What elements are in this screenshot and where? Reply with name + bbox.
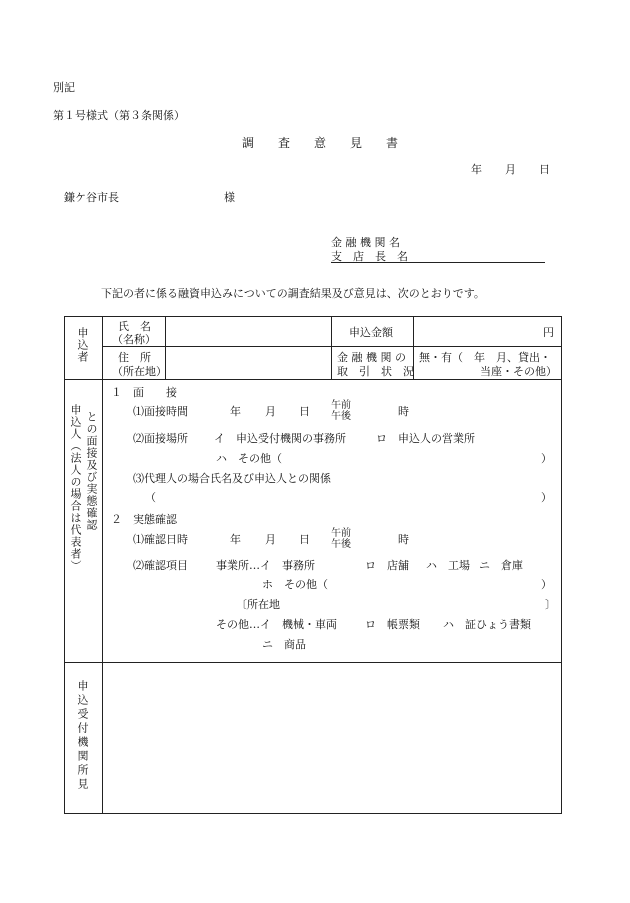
receiving-header: 申込受付機関所見 xyxy=(76,680,89,792)
interview-place-i: イ 申込受付機関の事務所 xyxy=(214,432,346,445)
interview-place-ha-close: ） xyxy=(541,452,552,465)
interview-month: 月 xyxy=(265,405,276,418)
items-warehouse: ニ 倉庫 xyxy=(479,559,523,572)
items-ledger: ロ 帳票類 xyxy=(365,618,420,631)
items-office-other-close: ） xyxy=(541,578,552,591)
address-sub-label: （所在地） xyxy=(112,365,167,378)
name-field[interactable] xyxy=(168,320,328,344)
interview-hour: 時 xyxy=(398,405,409,418)
branch-manager-label: 支 店 長 名 xyxy=(331,250,408,263)
interview-time-label: ⑴面接時間 xyxy=(133,405,188,418)
confirm-am: 午前 xyxy=(331,528,351,539)
agent-open-paren: （ xyxy=(145,491,156,504)
annex-label: 別記 xyxy=(53,81,75,94)
address-label: 住 所 xyxy=(118,351,151,364)
bank-relation-label-2: 取 引 状 況 xyxy=(337,365,414,378)
branch-manager-underline xyxy=(331,262,545,263)
items-shop: ロ 店舗 xyxy=(365,559,409,572)
interview-header-col2: との面接及び実態確認 xyxy=(85,411,98,531)
form-number: 第１号様式（第３条関係） xyxy=(53,109,185,122)
agent-label: ⑶代理人の場合氏名及び申込人との関係 xyxy=(133,472,331,485)
date-year: 年 xyxy=(471,163,482,176)
bank-relation-value-2: 当座・その他） xyxy=(480,365,557,378)
intro-text: 下記の者に係る融資申込みについての調査結果及び意見は、次のとおりです。 xyxy=(101,287,485,300)
confirm-month: 月 xyxy=(265,533,276,546)
section-2-title: ２ 実態確認 xyxy=(111,513,177,526)
loan-amount-field[interactable] xyxy=(418,320,543,344)
applicant-header: 申込者 xyxy=(76,327,89,363)
addressee: 鎌ケ谷市長 xyxy=(64,191,119,204)
location-open: 〔所在地 xyxy=(236,598,280,611)
confirm-year: 年 xyxy=(230,533,241,546)
findings-field[interactable] xyxy=(106,666,556,808)
interview-place-ro: ロ 申込人の営業所 xyxy=(376,432,475,445)
confirm-day: 日 xyxy=(299,533,310,546)
interview-pm: 午後 xyxy=(331,411,351,422)
items-office-other: ホ その他（ xyxy=(262,578,328,591)
confirm-hour: 時 xyxy=(398,533,409,546)
items-factory: ハ 工場 xyxy=(426,559,470,572)
document-title: 調 査 意 見 書 xyxy=(242,136,399,150)
name-sub-label: （名称） xyxy=(112,333,156,346)
interview-header-col1: 申込人（法人の場合は代表者） xyxy=(69,404,82,572)
interview-place-ha: ハ その他（ xyxy=(216,452,282,465)
items-office: 事業所…イ 事務所 xyxy=(216,559,315,572)
date-month: 月 xyxy=(505,163,516,176)
confirm-pm: 午後 xyxy=(331,539,351,550)
interview-am: 午前 xyxy=(331,400,351,411)
location-close: 〕 xyxy=(545,598,556,611)
bank-name-label: 金 融 機 関 名 xyxy=(331,236,400,249)
row-divider-applicant-interview xyxy=(64,379,561,380)
interview-day: 日 xyxy=(299,405,310,418)
items-label: ⑵確認項目 xyxy=(133,559,188,572)
items-certificate: ハ 証ひょう書類 xyxy=(443,618,531,631)
col-divider-value xyxy=(331,316,332,380)
row-divider-interview-findings xyxy=(64,662,561,663)
items-others: その他…イ 機械・車両 xyxy=(216,618,337,631)
interview-place-label: ⑵面接場所 xyxy=(133,432,188,445)
address-field[interactable] xyxy=(168,350,328,376)
loan-amount-label: 申込金額 xyxy=(349,326,393,339)
interview-year: 年 xyxy=(230,405,241,418)
honorific: 様 xyxy=(224,191,235,204)
date-day: 日 xyxy=(539,163,550,176)
bank-relation-value-1: 無・有（ 年 月、貸出・ xyxy=(419,351,551,364)
items-goods: ニ 商品 xyxy=(262,638,306,651)
bank-relation-label-1: 金 融 機 関 の xyxy=(337,351,406,364)
section-1-title: １ 面 接 xyxy=(111,386,177,399)
yen-unit: 円 xyxy=(543,326,554,339)
confirm-date-label: ⑴確認日時 xyxy=(133,533,188,546)
name-label: 氏 名 xyxy=(118,320,151,333)
col-divider-header xyxy=(102,316,103,813)
agent-close-paren: ） xyxy=(541,491,552,504)
